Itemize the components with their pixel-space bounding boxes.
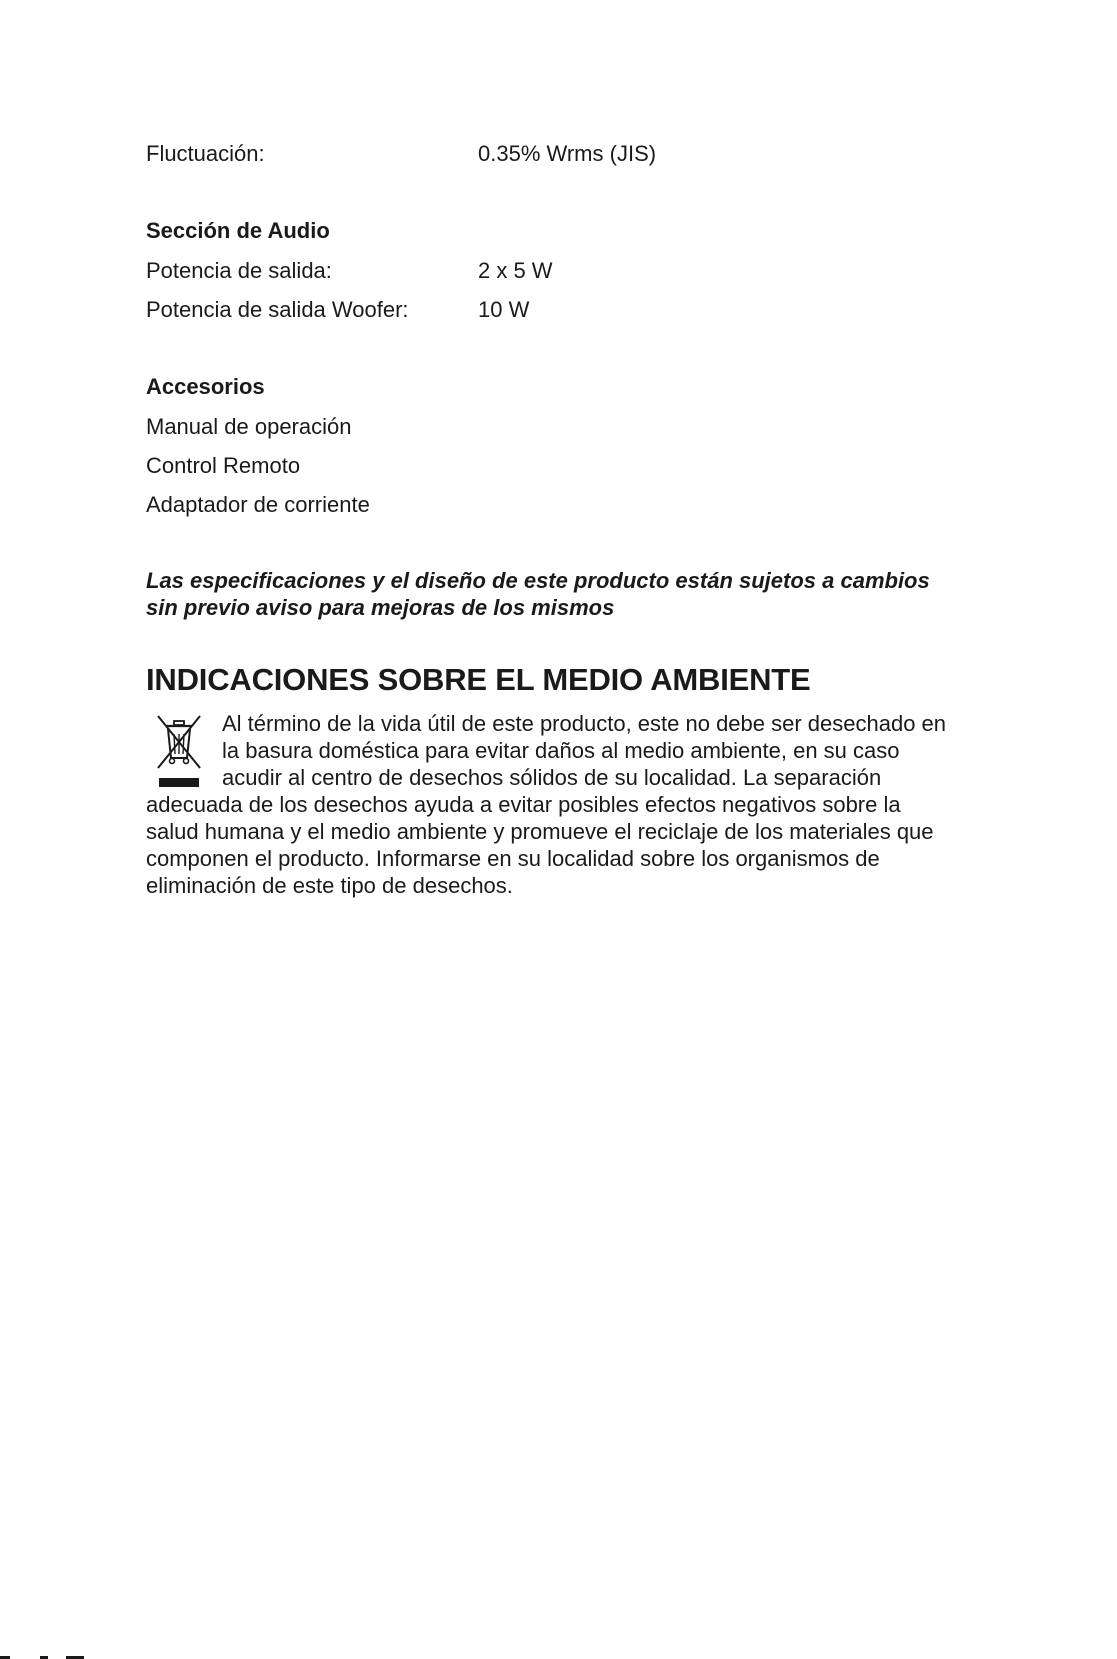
environment-line: acudir al centro de desechos sólidos de su localidad. La separación: [222, 765, 882, 790]
spec-value: 2 x 5 W: [478, 258, 553, 283]
environment-line: salud humana y el medio ambiente y promueve el reciclaje de los materiales que: [146, 819, 934, 844]
audio-section-heading: Sección de Audio: [146, 218, 330, 243]
spec-label: Potencia de salida:: [146, 258, 332, 283]
accessories-heading: Accesorios: [146, 374, 265, 399]
notice-line: sin previo aviso para mejoras de los mismos: [146, 595, 615, 620]
notice-line: Las especificaciones y el diseño de este producto están sujetos a cambios: [146, 568, 930, 593]
spec-label: Fluctuación:: [146, 141, 265, 166]
spec-value: 0.35% Wrms (JIS): [478, 141, 657, 166]
accessory-item: Control Remoto: [146, 453, 301, 478]
environment-line: adecuada de los desechos ayuda a evitar posibles efectos negativos sobre la: [146, 792, 901, 817]
document-page: [146, 0, 976, 1659]
environment-line: componen el producto. Informarse en su localidad sobre los organismos de: [146, 846, 880, 871]
accessory-item: Adaptador de corriente: [146, 492, 370, 517]
environment-line: eliminación de este tipo de desechos.: [146, 873, 513, 898]
spec-label: Potencia de salida Woofer:: [146, 297, 409, 322]
environment-line: la basura doméstica para evitar daños al medio ambiente, en su caso: [222, 738, 900, 763]
environment-body: [146, 710, 986, 899]
specifications-notice: [146, 567, 976, 621]
spec-value: 10 W: [478, 297, 530, 322]
environment-line: Al término de la vida útil de este producto, este no debe ser desechado en: [222, 711, 947, 736]
accessory-item: Manual de operación: [146, 414, 352, 439]
page-edge-mark: [0, 1655, 90, 1659]
environment-title: INDICACIONES SOBRE EL MEDIO AMBIENTE: [146, 662, 811, 697]
